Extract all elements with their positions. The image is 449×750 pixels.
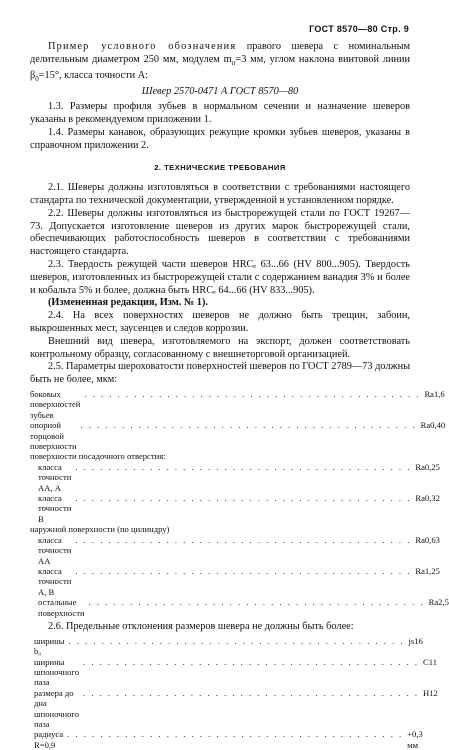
roughness-leader-dots: . . . . . . . . . . . . . . . . . . . . . . . . . . . . . . . . . . . . . . . . . [75,534,412,545]
roughness-label: поверхности посадочного отверстия: [30,451,166,462]
tolerance-value: H12 [423,687,438,698]
tolerance-row [30,687,438,730]
roughness-leader-dots: . . . . . . . . . . . . . . . . . . . . . . . . . . . . . . . . . . . . . . . . . [75,493,412,504]
example-lead: Пример условного обозначения [48,41,237,52]
example-text-3: =15°, класса точности А: [38,69,149,81]
roughness-value: Ra2,5 [428,597,449,608]
roughness-leader-dots [173,524,348,534]
roughness-label: опорной торцовой поверхности [30,420,77,452]
roughness-leader-dots: . . . . . . . . . . . . . . . . . . . . . . . . . . . . . . . . . . . . . . . . . [75,565,412,576]
roughness-row [30,597,449,618]
para-2-3: 2.3. Твердость режущей части шеверов HRCₑ 63...66 (HV 800...905). Твердость шеверов, изготовленных из быстрорежущей стали с содержанием ванадия 3% и более и кобальта 5% и более, должна быть HRCₑ 64...66 (HV 833...905). [30,259,410,296]
roughness-row [30,461,440,493]
para-2-6: 2.6. Предельные отклонения размеров шевера не должны быть более: [48,620,354,632]
roughness-table [30,389,449,618]
tolerance-row [30,729,423,750]
tolerance-leader-dots: . . . . . . . . . . . . . . . . . . . . . . . . . . . . . . . . . . . . . . . . . [68,635,405,646]
tolerance-row [30,656,438,688]
example-text-2: =3 мм, углом наклона винтовой линии β [30,53,410,81]
revision-note: (Измененная редакция, Изм. № 1). [48,297,208,309]
tolerance-label: ширины b₀ [34,635,65,657]
roughness-label: класса точности АА, А [38,461,72,493]
roughness-value: Ra1,6 [424,389,445,400]
roughness-label: класса точности А, В [38,565,72,597]
tolerance-label: размера до дна шпоночного паза [34,687,80,729]
tolerance-leader-dots: . . . . . . . . . . . . . . . . . . . . . . . . . . . . . . . . . . . . . . . . . [83,687,420,698]
para-2-2: 2.2. Шеверы должны изготовляться из быстрорежущей стали по ГОСТ 19267—73. Допускается изготовление шеверов из других марок быстрорежущей стали, обеспечивающих работоспособность шеверов в соответствии с требованиями настоящего стандарта. [30,207,410,258]
roughness-value: Ra1,25 [415,565,440,576]
tolerance-label: ширины шпоночного паза [34,656,80,688]
para-2-1: 2.1. Шеверы должны изготовляться в соответствии с требованиями настоящего стандарта по технической документации, утвержденной в установленном порядке. [30,182,410,207]
roughness-label: боковых поверхностей зубьев [30,389,81,420]
page-body [30,41,449,750]
roughness-value: Ra0,25 [415,461,440,472]
designation: Шевер 2570-0471 А ГОСТ 8570—80 [141,86,299,98]
roughness-row [30,451,410,461]
para-1-3: 1.3. Размеры профиля зубьев в нормальном сечении и назначение шеверов указаны в рекомендуемом приложении 1. [30,101,410,126]
tolerance-value: js16 [408,635,423,646]
roughness-row [30,534,440,566]
tolerance-label: радиуса R=0,9 [34,729,64,750]
roughness-row [30,420,446,452]
roughness-label: класса точности В [38,493,72,524]
para-2-4: 2.4. На всех поверхностях шеверов не должно быть трещин, забоин, выкрошенных мест, заусенцев и следов коррозии. [30,310,410,335]
roughness-row [30,565,440,597]
para-1-4: 1.4. Размеры канавок, образующих режущие кромки зубьев шеверов, указаны в справочном приложении 2. [30,126,410,151]
tolerance-value: +0,3 мм [407,729,423,750]
roughness-label: остальные поверхности [38,597,85,618]
roughness-value: Ra0,63 [415,534,440,545]
roughness-leader-dots: . . . . . . . . . . . . . . . . . . . . . . . . . . . . . . . . . . . . . . . . . [84,389,421,400]
roughness-value: Ra0,32 [415,493,440,504]
tolerance-table [30,635,438,750]
example-text-1: правого шевера с номинальным делительным диаметром 250 мм, модулем m [30,41,411,65]
roughness-leader-dots: . . . . . . . . . . . . . . . . . . . . . . . . . . . . . . . . . . . . . . . . . [75,461,412,472]
page-header: ГОСТ 8570—80 Стр. 9 [309,24,409,34]
roughness-label: наружной поверхности (по цилиндру) [30,524,170,535]
tolerance-leader-dots: . . . . . . . . . . . . . . . . . . . . . . . . . . . . . . . . . . . . . . . . . [83,656,420,667]
roughness-row [30,493,440,524]
para-2-4-export: Внешний вид шевера, изготовляемого на экспорт, должен соответствовать контрольному образцу, согласованному с внешнеторговой организацией. [30,335,410,360]
roughness-label: класса точности АА [38,534,72,566]
example-paragraph: Пример условного обозначения правого шевера с номинальным делительным диаметром 250 мм, модулем $m_п=3$ мм, углом наклона винтовой линии $\beta_0=15^\circ$, класса точности А: [30,41,411,83]
roughness-value [352,524,410,534]
tolerance-row [30,635,423,657]
roughness-value [352,451,410,461]
roughness-value: Ra0,40 [420,420,446,431]
roughness-row [30,524,410,534]
roughness-leader-dots: . . . . . . . . . . . . . . . . . . . . . . . . . . . . . . . . . . . . . . . . . [88,597,425,608]
tolerance-value: C11 [423,656,438,667]
roughness-leader-dots [170,451,348,461]
tolerance-leader-dots: . . . . . . . . . . . . . . . . . . . . . . . . . . . . . . . . . . . . . . . . . [67,729,404,740]
roughness-leader-dots: . . . . . . . . . . . . . . . . . . . . . . . . . . . . . . . . . . . . . . . . . [80,420,417,431]
section-title: 2. ТЕХНИЧЕСКИЕ ТРЕБОВАНИЯ [154,163,286,173]
para-2-5: 2.5. Параметры шероховатости поверхностей шеверов по ГОСТ 2789—73 должны быть не более, мкм: [30,361,410,386]
roughness-row [30,389,445,420]
